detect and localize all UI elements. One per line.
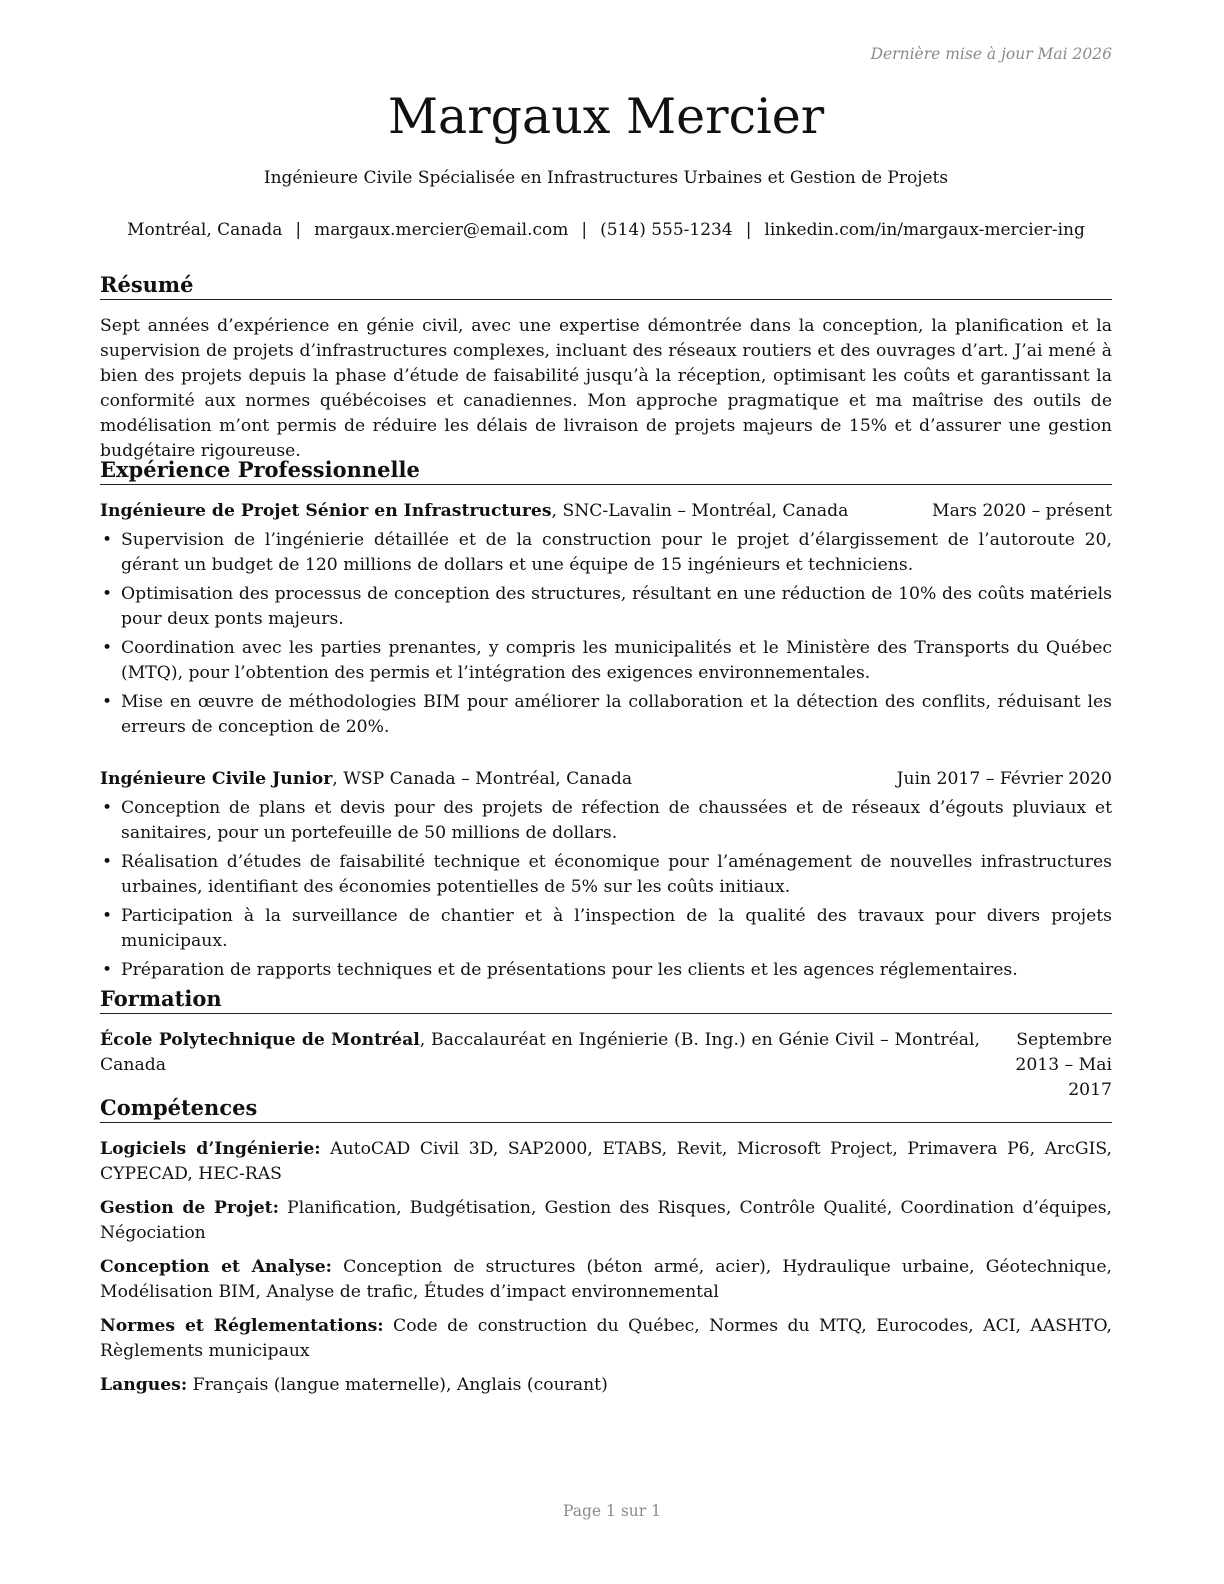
- education-line: [100, 1028, 1112, 1103]
- bullet-text: Participation à la surveillance de chantier et à l’inspection de la qualité des travaux pour divers projets municipaux.: [121, 906, 1112, 951]
- bullet-marker: •: [102, 584, 113, 604]
- list-item: [100, 796, 1112, 846]
- bullet-text: Conception de plans et devis pour des projets de réfection de chaussées et de réseaux d’égouts pluviaux et sanitaires, pour un portefeuille de 50 millions de dollars.: [121, 798, 1112, 843]
- job-bullets: [100, 796, 1112, 983]
- job-title-line: [100, 499, 848, 524]
- candidate-headline: Ingénieure Civile Spécialisée en Infrastructures Urbaines et Gestion de Projets: [263, 168, 949, 188]
- education-dates: Septembre 2013 – Mai 2017: [1015, 1030, 1112, 1100]
- contact-separator: |: [295, 220, 302, 240]
- list-item: [100, 958, 1112, 983]
- job-dates: Juin 2017 – Février 2020: [896, 769, 1112, 789]
- candidate-name: Margaux Mercier: [387, 88, 825, 145]
- summary-text: Sept années d’expérience en génie civil, avec une expertise démontrée dans la conception, la planification et la supervision de projets d’infrastructures complexes, incluant des réseaux routiers et des ouvrages d’art. J’ai mené à bien des projets depuis la phase d’étude de faisabilité jusqu’à la réception, optimisant les coûts et garantissant la conformité aux normes québécoises et canadiennes. Mon approche pragmatique et ma maîtrise des outils de modélisation m’ont permis de réduire les délais de livraison de projets majeurs de 15% et d’assurer une gestion budgétaire rigoureuse.: [100, 316, 1112, 461]
- skill-value: Conception de structures (béton armé, acier), Hydraulique urbaine, Géotechnique, Modélisation BIM, Analyse de trafic, Études d’impact environnemental: [100, 1257, 1112, 1302]
- skill-value: Français (langue maternelle), Anglais (courant): [187, 1375, 608, 1395]
- bullet-text: Supervision de l’ingénierie détaillée et de la construction pour le projet d’élargissement de l’autoroute 20, gérant un budget de 120 millions de dollars et une équipe de 15 ingénieurs et techniciens.: [121, 530, 1112, 575]
- list-item: [100, 582, 1112, 632]
- education-degree: , Baccalauréat en Ingénierie (B. Ing.) en Génie Civil – Montréal, Canada: [100, 1030, 981, 1075]
- contact-separator: |: [745, 220, 752, 240]
- job-company: , SNC-Lavalin – Montréal, Canada: [551, 501, 849, 521]
- list-item: [100, 636, 1112, 686]
- bullet-text: Mise en œuvre de méthodologies BIM pour améliorer la collaboration et la détection des conflits, réduisant les erreurs de conception de 20%.: [121, 692, 1112, 737]
- contact-phone[interactable]: (514) 555-1234: [600, 220, 733, 240]
- skill-label: Langues:: [100, 1375, 188, 1395]
- skill-value: AutoCAD Civil 3D, SAP2000, ETABS, Revit, Microsoft Project, Primavera P6, ArcGIS, CYPECAD, HEC-RAS: [100, 1139, 1112, 1184]
- last-updated: Dernière mise à jour Mai 2026: [870, 45, 1112, 63]
- skill-row: [100, 1255, 1112, 1305]
- bullet-marker: •: [102, 798, 113, 818]
- job-role: Ingénieure Civile Junior: [100, 769, 333, 789]
- skill-label: Normes et Réglementations:: [100, 1316, 384, 1336]
- job-dates: Mars 2020 – présent: [932, 501, 1112, 521]
- skill-row: [100, 1373, 1112, 1398]
- skill-row: [100, 1196, 1112, 1246]
- bullet-text: Coordination avec les parties prenantes, y compris les municipalités et le Ministère des Transports du Québec (MTQ), pour l’obtention des permis et l’intégration des exigences environnementales.: [121, 638, 1112, 683]
- bullet-marker: •: [102, 638, 113, 658]
- bullet-marker: •: [102, 530, 113, 550]
- bullet-marker: •: [102, 960, 113, 980]
- section-title-education: Formation: [100, 985, 1112, 1014]
- section-title-summary: Résumé: [100, 271, 1112, 300]
- education-details: [100, 1028, 980, 1103]
- list-item: [100, 904, 1112, 954]
- skill-label: Conception et Analyse:: [100, 1257, 333, 1277]
- job-bullets: [100, 528, 1112, 740]
- bullet-text: Préparation de rapports techniques et de présentations pour les clients et les agences réglementaires.: [121, 960, 1018, 980]
- list-item: [100, 690, 1112, 740]
- skill-value: Code de construction du Québec, Normes du MTQ, Eurocodes, ACI, AASHTO, Règlements municipaux: [100, 1316, 1112, 1361]
- contact-separator: |: [581, 220, 588, 240]
- skills-list: [100, 1137, 1112, 1407]
- job-header: [100, 499, 1112, 524]
- job-role: Ingénieure de Projet Sénior en Infrastructures: [100, 501, 552, 521]
- bullet-text: Optimisation des processus de conception des structures, résultant en une réduction de 10% des coûts matériels pour deux ponts majeurs.: [121, 584, 1112, 629]
- bullet-marker: •: [102, 852, 113, 872]
- bullet-text: Réalisation d’études de faisabilité technique et économique pour l’aménagement de nouvelles infrastructures urbaines, identifiant des économies potentielles de 5% sur les coûts initiaux.: [121, 852, 1112, 897]
- contact-location: Montréal, Canada: [127, 220, 283, 240]
- page-number: Page 1 sur 1: [563, 1502, 661, 1520]
- education-school: École Polytechnique de Montréal: [100, 1030, 420, 1050]
- contact-line: [100, 220, 1112, 241]
- section-title-experience: Expérience Professionnelle: [100, 456, 1112, 485]
- bullet-marker: •: [102, 906, 113, 926]
- skill-row: [100, 1314, 1112, 1364]
- skill-row: [100, 1137, 1112, 1187]
- skill-value: Planification, Budgétisation, Gestion des Risques, Contrôle Qualité, Coordination d’équipes, Négociation: [100, 1198, 1112, 1243]
- skill-label: Gestion de Projet:: [100, 1198, 279, 1218]
- skill-label: Logiciels d’Ingénierie:: [100, 1139, 321, 1159]
- contact-linkedin[interactable]: linkedin.com/in/margaux-mercier-ing: [764, 220, 1085, 240]
- job-entry: [100, 499, 1112, 744]
- bullet-marker: •: [102, 692, 113, 712]
- list-item: [100, 528, 1112, 578]
- contact-email[interactable]: margaux.mercier@email.com: [314, 220, 569, 240]
- job-company: , WSP Canada – Montréal, Canada: [332, 769, 633, 789]
- education-entry: [100, 1028, 1112, 1103]
- job-title-line: [100, 767, 632, 792]
- section-title-skills: Compétences: [100, 1094, 1112, 1123]
- job-entry: [100, 767, 1112, 987]
- job-header: [100, 767, 1112, 792]
- list-item: [100, 850, 1112, 900]
